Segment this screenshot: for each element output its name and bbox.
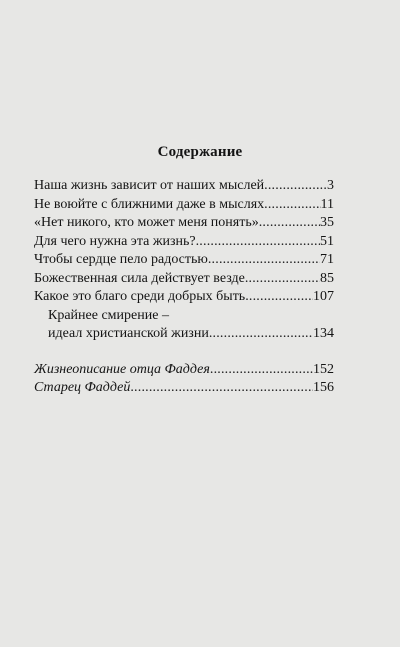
toc-entry bbox=[34, 214, 334, 233]
toc-entry bbox=[34, 325, 334, 344]
toc-entry bbox=[34, 251, 334, 270]
toc-page-number: 71 bbox=[320, 252, 334, 267]
toc-entry bbox=[34, 177, 334, 196]
toc-entry-title: Не воюйте с ближними даже в мыслях bbox=[34, 196, 265, 212]
toc-leader-dots bbox=[264, 196, 320, 215]
toc-entry bbox=[34, 233, 334, 252]
toc-leader-dots bbox=[210, 361, 313, 380]
toc-leader-dots bbox=[209, 325, 313, 344]
toc-entry-title: Чтобы сердце пело радостью bbox=[34, 252, 208, 267]
toc-entry-title: Старец Фаддей bbox=[34, 380, 131, 395]
toc-entry-title: Божественная сила действует везде bbox=[34, 270, 245, 286]
toc-entry bbox=[34, 270, 334, 289]
toc-page-number: 156 bbox=[313, 380, 334, 395]
toc-page-number: 35 bbox=[320, 215, 334, 230]
toc-entry bbox=[34, 196, 334, 215]
section-spacer bbox=[34, 344, 334, 361]
toc-page-number: 85 bbox=[320, 270, 334, 286]
toc-leader-dots bbox=[208, 251, 320, 270]
toc-appendix-entry bbox=[34, 379, 334, 398]
toc-leader-dots bbox=[245, 270, 320, 289]
toc-page-number: 51 bbox=[320, 233, 334, 249]
toc-entry bbox=[34, 288, 334, 307]
table-of-contents bbox=[34, 177, 334, 398]
toc-leader-dots bbox=[245, 288, 313, 307]
toc-appendix-entry bbox=[34, 361, 334, 380]
toc-entry-title: идеал христианской жизни bbox=[48, 326, 209, 341]
toc-entry-title: Крайнее смирение – bbox=[48, 307, 169, 323]
toc-page-number: 152 bbox=[313, 361, 334, 377]
toc-page-number: 134 bbox=[313, 326, 334, 341]
toc-leader-dots bbox=[259, 214, 320, 233]
toc-entry-title: Для чего нужна эта жизнь? bbox=[34, 233, 196, 249]
toc-entry-title: Жизнеописание отца Фаддея bbox=[34, 361, 210, 377]
toc-entry-title: Какое это благо среди добрых быть bbox=[34, 289, 246, 304]
page-title: Содержание bbox=[157, 144, 243, 160]
toc-leader-dots bbox=[130, 379, 313, 398]
toc-entry-title: Наша жизнь зависит от наших мыслей bbox=[34, 178, 265, 193]
toc-leader-dots bbox=[196, 233, 320, 252]
toc-page-number: 107 bbox=[313, 289, 334, 304]
toc-page-number: 11 bbox=[320, 196, 334, 212]
toc-page-number: 3 bbox=[327, 178, 334, 193]
toc-entry bbox=[34, 307, 334, 326]
toc-leader-dots bbox=[264, 177, 327, 196]
toc-entry-title: «Нет никого, кто может меня понять» bbox=[34, 215, 259, 230]
